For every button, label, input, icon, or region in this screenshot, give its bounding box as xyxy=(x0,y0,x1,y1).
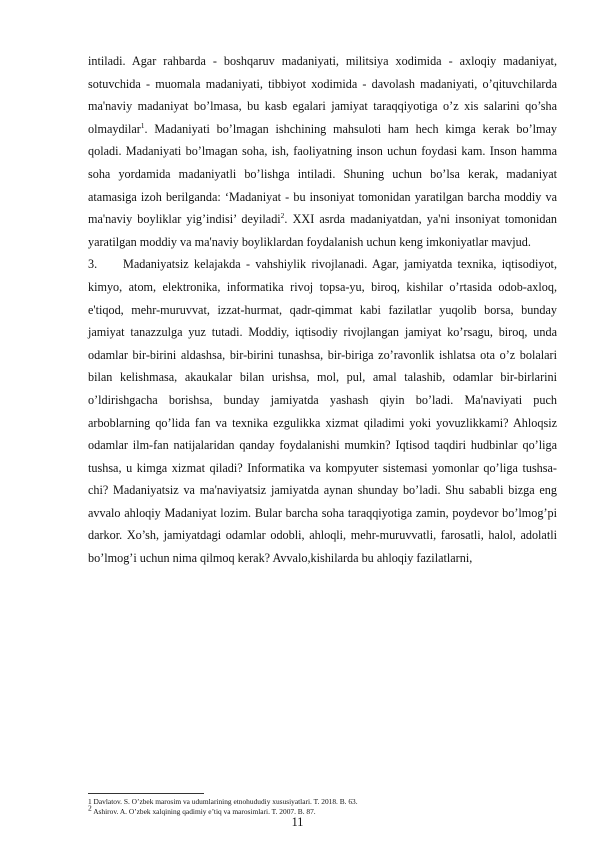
page-body xyxy=(88,50,557,570)
paragraph-text: Madaniyatsiz kelajakda - vahshiylik rivojlanadi. Agar, jamiyatda texnika, iqtisodiyot, kimyo, atom, elektronika, informatika rivoj topsa-yu, biroq, kishilar o’rtasida odob-axloq, e'tiqod, mehr-muruvvat, izzat-hurmat, qadr-qimmat kabi fazilatlar yuqolib borsa, bunday jamiyat tanazzulga yuz tutadi. Moddiy, iqtisodiy rivojlangan jamiyat ko’rsagu, biroq, unda odamlar bir-birini aldashsa, bir-birini tunashsa, bir-biriga zo’ravonlik ishlatsa ota o’z bolalari bilan kelishmasa, akaukalar bilan urishsa, mol, pul, amal talashib, odamlar bir-birlarini o’ldirishgacha borishsa, bunday jamiyatda yashash qiyin bo’ladi. Ma'naviyati puch arboblarning qo’lida fan va texnika ezgulikka xizmat qiladimi yoki yovuzlikkami? Ahloqsiz odamlar ilm-fan natijalaridan qanday foydalanishi mumkin? Iqtisod taqdiri hudbinlar qo’liga tushsa, u kimga xizmat qiladi? Informatika va kompyuter sistemasi yomonlar qo’liga tushsa-chi? Madaniyatsiz va ma'naviyatsiz jamiyatda aynan shunday bo’ladi. Shu sababli bizga eng avvalo ahloqiy Madaniyat lozim. Bular barcha soha taraqqiyotiga zamin, poydevor bo’lmog’pi darkor. Xo’sh, jamiyatdagi odamlar odobli, ahloqli, mehr-muruvvatli, farosatli, halol, adolatli bo’lmog’i uchun nima qilmoq kerak? Avvalo,kishilarda bu ahloqiy fazilatlarni, xyxy=(88,257,557,566)
paragraph-text: . XXI asrda madaniyatdan, ya'ni insoniyat tomonidan yaratilgan moddiy va ma'naviy boyliklardan foydalanish uchun keng imkoniyatlar mavjud. xyxy=(88,212,557,249)
paragraph-numbered-3 xyxy=(88,253,557,569)
footnote-ref-2[interactable]: 2 xyxy=(280,211,285,221)
page-number: 11 xyxy=(291,815,304,829)
paragraph-text: . Madaniyati bo’lmagan ishchining mahsuloti ham hech kimga kerak bo’lmay qoladi. Madaniyati bo’lmagan soha, ish, faoliyatning inson uchun foydasi kam. Inson hamma soha yordamida madaniyatli bo’lishga intiladi. Shuning uchun bo’lsa kerak, madaniyat atamasiga izoh berilganda: ‘Madaniyat - bu insoniyat tomonidan yaratilgan barcha moddiy va ma'naviy boyliklar yig’indisi’ deyiladi xyxy=(88,121,557,227)
paragraph-culture-professions xyxy=(88,50,557,253)
list-number: 3. xyxy=(88,257,98,272)
footnote-1: 1 Davlatov. S. O’zbek marosim va udumlarining etnohududiy xususiyatlari. T. 2018. B. 63. xyxy=(88,797,358,806)
footnote-divider xyxy=(88,793,204,794)
footnote-ref-1[interactable]: 1 xyxy=(140,120,145,130)
paragraph-text: intiladi. Agar rahbarda - boshqaruv madaniyati, militsiya xodimida - axloqiy madaniyat, sotuvchida - muomala madaniyati, tibbiyot xodimida - davolash madaniyati, o’qituvchilarda ma'naviy madaniyat bo’lmasa, bu kasb egalari jamiyat taraqqiyotiga o’z xis salarini qo’sha olmaydilar xyxy=(88,54,557,136)
footnote-2-marker: 2 xyxy=(88,803,92,813)
footnote-2-text: Ashirov. A. O’zbek xalqining qadimiy e’tiq va marosimlari. T. 2007. B. 87. xyxy=(93,807,316,817)
